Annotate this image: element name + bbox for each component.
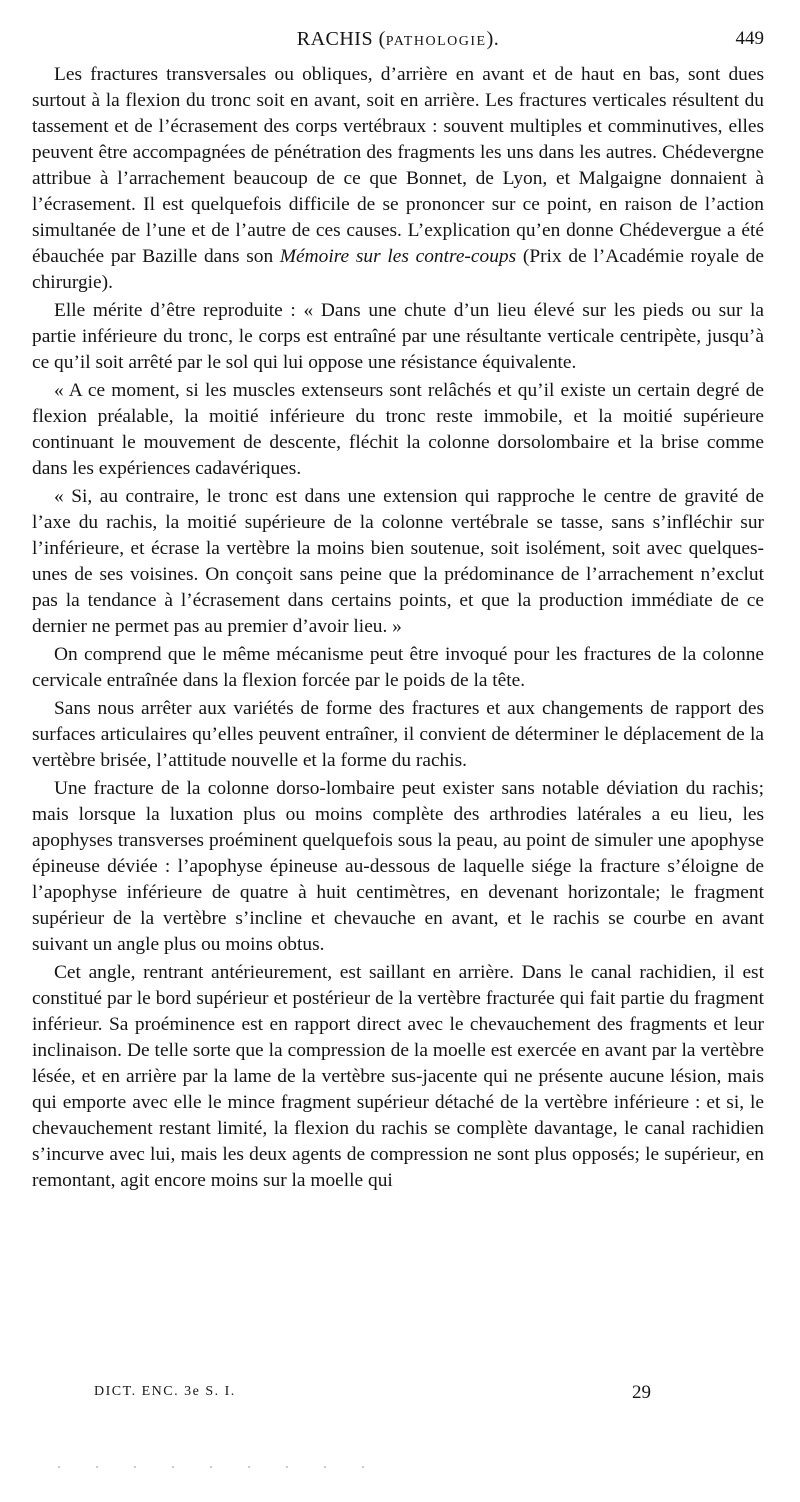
- page-number: 449: [735, 28, 764, 49]
- paragraph: « Si, au contraire, le tronc est dans une extension qui rapproche le centre de gravité de l’axe du rachis, la moitié supérieure de la colonne vertébrale se tasse, sans s’infléchir sur l’inférieure, et écrase la vertèbre la moins bien soutenue, soit isolément, soit avec quelques-unes de ses voisines. On conçoit sans peine que la prédominance de l’arrachement n’exclut pas la tendance à l’écrasement dans certains points, et que la production immédiate de ce dernier ne permet pas au premier d’avoir lieu. »: [32, 486, 764, 637]
- italic-title: Mémoire sur les contre-coups: [279, 246, 517, 267]
- running-title: [32, 28, 764, 51]
- paragraph-text-end: (Prix de l’Académie royale de chirurgie).: [32, 246, 764, 293]
- paragraph: [32, 62, 764, 296]
- running-title-main: RACHIS (: [296, 28, 386, 50]
- page-footer: [32, 1382, 764, 1408]
- paragraph: Cet angle, rentrant antérieurement, est saillant en arrière. Dans le canal rachidien, il est constitué par le bord supérieur et postérieur de la vertèbre fracturée qui fait partie du fragment inférieur. Sa proéminence est en rapport direct avec le chevauchement des fragments et leur inclinaison. De telle sorte que la compression de la moelle est exercée en avant par la vertèbre lésée, et en arrière par la lame de la vertèbre sus-jacente qui ne présente aucune lésion, mais qui emporte avec elle le mince fragment supérieur détaché de la vertèbre inférieure : et si, le chevauchement restant limité, la flexion du rachis se complète davantage, le canal rachidien s’incurve avec lui, mais les deux agents de compression ne sont plus opposés; le supérieur, en remontant, agit encore moins sur la moelle qui: [32, 962, 764, 1191]
- paragraph-text: Les fractures transversales ou obliques, d’arrière en avant et de haut en bas, sont dues surtout à la flexion du tronc soit en avant, soit en arrière. Les fractures verticales résultent du tassement et de l’écrasement des corps vertébraux : souvent multiples et comminutives, elles peuvent être accompagnées de pénétration des fragments les uns dans les autres. Chédevergne attribue à l’arrachement beaucoup de ce que Bonnet, de Lyon, et Malgaigne donnaient à l’écrasement. Il est quelquefois difficile de se prononcer sur ce point, en raison de l’action simultanée de l’une et de l’autre de ces causes. L’explication qu’en donne Chédevergue a été ébauchée par Bazille dans son: [32, 64, 764, 267]
- paragraph: Sans nous arrêter aux variétés de forme des fractures et aux changements de rapport des surfaces articulaires qu’elles peuvent entraîner, il convient de déterminer le déplacement de la vertèbre brisée, l’attitude nouvelle et la forme du rachis.: [32, 698, 764, 771]
- body-text: [32, 62, 764, 1196]
- paragraph: « A ce moment, si les muscles extenseurs sont relâchés et qu’il existe un certain degré de flexion préalable, la moitié inférieure du tronc reste immobile, et la moitié supérieure continuant le mouvement de descente, fléchit la colonne dorsolombaire et la brise comme dans les expériences cadavériques.: [32, 380, 764, 479]
- signature-mark: DICT. ENC. 3e S. I.: [94, 1384, 236, 1399]
- running-title-subject: PATHOLOGIE: [385, 34, 487, 49]
- running-title-end: ).: [486, 28, 500, 50]
- running-header: [32, 28, 764, 58]
- paragraph: On comprend que le même mécanisme peut être invoqué pour les fractures de la colonne cervicale entraînée dans la flexion forcée par le poids de la tête.: [32, 644, 764, 691]
- print-bleed-marks: [40, 1466, 400, 1468]
- paragraph: Elle mérite d’être reproduite : « Dans une chute d’un lieu élevé sur les pieds ou sur la partie inférieure du tronc, le corps est entraîné par une résultante verticale centripète, jusqu’à ce qu’il soit arrêté par le sol qui lui oppose une résistance équivalente.: [32, 300, 764, 373]
- gathering-number: 29: [632, 1382, 651, 1403]
- paragraph: Une fracture de la colonne dorso-lombaire peut exister sans notable déviation du rachis; mais lorsque la luxation plus ou moins complète des arthrodies latérales a eu lieu, les apophyses transverses proéminent quelquefois sous la peau, au point de simuler une apophyse épineuse déviée : l’apophyse épineuse au-dessous de laquelle siége la fracture s’éloigne de l’apophyse inférieure de quatre à huit centimètres, en devenant horizontale; le fragment supérieur de la vertèbre s’incline et chevauche en avant, et le rachis se courbe en avant suivant un angle plus ou moins obtus.: [32, 778, 764, 955]
